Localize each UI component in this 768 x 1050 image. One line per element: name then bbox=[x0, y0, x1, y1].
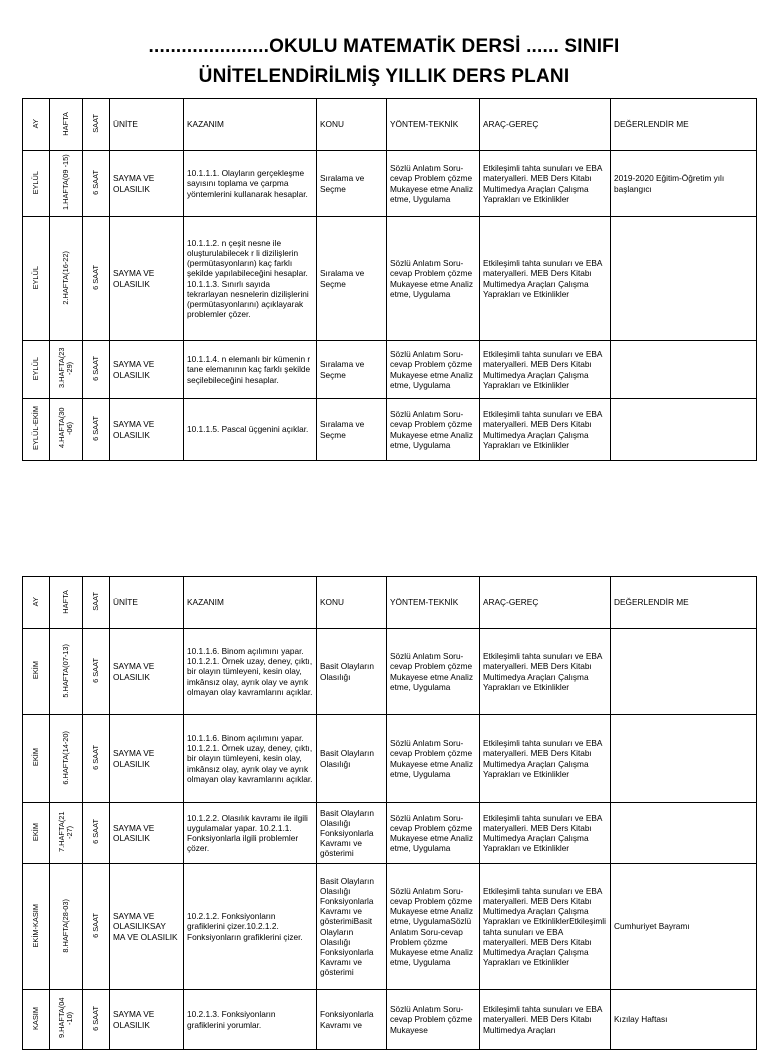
header-konu: KONU bbox=[317, 577, 387, 629]
cell-arac: Etkileşimli tahta sunuları ve EBA materyalleri. MEB Ders Kitabı Multimedya Araçları Çalışma Yaprakları ve EtkinliklerEtkileşimli tahta sunuları ve EBA materyalleri. MEB Ders Kitabı Multimedya Araçları Çalışma Yaprakları ve Etkinlikler bbox=[480, 864, 611, 990]
cell-hafta: 8.HAFTA(28-03) bbox=[50, 864, 83, 990]
cell-yontem: Sözlü Anlatım Soru-cevap Problem çözme Mukayese etme Analiz etme, Uygulama bbox=[387, 715, 480, 803]
header-saat: SAAT bbox=[83, 577, 110, 629]
header-hafta: HAFTA bbox=[50, 99, 83, 151]
plan-table-1 bbox=[22, 98, 757, 461]
cell-ay: EKİM-KASIM bbox=[23, 864, 50, 990]
cell-konu: Sıralama ve Seçme bbox=[317, 217, 387, 341]
header-ay: AY bbox=[23, 99, 50, 151]
cell-arac: Etkileşimli tahta sunuları ve EBA materyalleri. MEB Ders Kitabı Multimedya Araçları bbox=[480, 990, 611, 1050]
cell-kazanim: 10.2.1.3. Fonksiyonların grafiklerini yorumlar. bbox=[184, 990, 317, 1050]
cell-kazanim: 10.1.1.2. n çeşit nesne ile oluşturulabilecek r li dizilişlerin (permütasyonların) kaç farklı şekilde yapılabileceğini hesaplar. 10.1.1.3. Sınırlı sayıda tekrarlayan nesnelerin dizilişlerini (permütasyonlarını) açıklayarak problemler çözer. bbox=[184, 217, 317, 341]
table-row bbox=[23, 341, 757, 399]
cell-unite: SAYMA VE OLASILIK bbox=[110, 715, 184, 803]
cell-hafta: 6.HAFTA(14-20) bbox=[50, 715, 83, 803]
cell-arac: Etkileşimli tahta sunuları ve EBA materyalleri. MEB Ders Kitabı Multimedya Araçları Çalışma Yaprakları ve Etkinlikler bbox=[480, 715, 611, 803]
cell-ay: EYLÜL bbox=[23, 151, 50, 217]
header-saat: SAAT bbox=[83, 99, 110, 151]
header-ay: AY bbox=[23, 577, 50, 629]
cell-saat: 6 SAAT bbox=[83, 990, 110, 1050]
header-arac: ARAÇ-GEREÇ bbox=[480, 99, 611, 151]
cell-degerlendirme: 2019-2020 Eğitim-Öğretim yılı başlangıcı bbox=[611, 151, 757, 217]
cell-konu: Basit Olayların Olasılığı bbox=[317, 629, 387, 715]
cell-ay: EKİM bbox=[23, 803, 50, 864]
cell-kazanim: 10.2.1.2. Fonksiyonların grafiklerini çizer.10.2.1.2. Fonksiyonların grafiklerini çizer. bbox=[184, 864, 317, 990]
cell-unite: SAYMA VE OLASILIK bbox=[110, 151, 184, 217]
cell-ay: EYLÜL bbox=[23, 217, 50, 341]
cell-konu: Fonksiyonlarla Kavramı ve bbox=[317, 990, 387, 1050]
cell-unite: SAYMA VE OLASILIKSAY MA VE OLASILIK bbox=[110, 864, 184, 990]
header-yontem: YÖNTEM-TEKNİK bbox=[387, 99, 480, 151]
cell-kazanim: 10.1.1.5. Pascal üçgenini açıklar. bbox=[184, 399, 317, 461]
header-hafta: HAFTA bbox=[50, 577, 83, 629]
table-row bbox=[23, 715, 757, 803]
cell-saat: 6 SAAT bbox=[83, 715, 110, 803]
cell-hafta: 4.HAFTA(30 -06) bbox=[50, 399, 83, 461]
cell-degerlendirme: Kızılay Haftası bbox=[611, 990, 757, 1050]
cell-arac: Etkileşimli tahta sunuları ve EBA materyalleri. MEB Ders Kitabı Multimedya Araçları Çalışma Yaprakları ve Etkinlikler bbox=[480, 629, 611, 715]
cell-saat: 6 SAAT bbox=[83, 151, 110, 217]
cell-ay: EYLÜL bbox=[23, 341, 50, 399]
cell-unite: SAYMA VE OLASILIK bbox=[110, 217, 184, 341]
table-row bbox=[23, 217, 757, 341]
cell-unite: SAYMA VE OLASILIK bbox=[110, 803, 184, 864]
cell-ay: KASIM bbox=[23, 990, 50, 1050]
cell-yontem: Sözlü Anlatım Soru-cevap Problem çözme Mukayese etme Analiz etme, Uygulama bbox=[387, 341, 480, 399]
cell-degerlendirme bbox=[611, 341, 757, 399]
cell-yontem: Sözlü Anlatım Soru-cevap Problem çözme Mukayese etme Analiz etme, Uygulama bbox=[387, 399, 480, 461]
cell-yontem: Sözlü Anlatım Soru-cevap Problem çözme Mukayese etme Analiz etme, Uygulama bbox=[387, 217, 480, 341]
cell-hafta: 9.HAFTA(04 -10) bbox=[50, 990, 83, 1050]
cell-saat: 6 SAAT bbox=[83, 864, 110, 990]
table-row bbox=[23, 990, 757, 1050]
cell-kazanim: 10.1.1.4. n elemanlı bir kümenin r tane elemanının kaç farklı şekilde seçilebileceğini hesaplar. bbox=[184, 341, 317, 399]
table-row bbox=[23, 864, 757, 990]
cell-ay: EKİM bbox=[23, 629, 50, 715]
header-degerlendirme: DEĞERLENDİR ME bbox=[611, 577, 757, 629]
cell-degerlendirme: Cumhuriyet Bayramı bbox=[611, 864, 757, 990]
header-kazanim: KAZANIM bbox=[184, 577, 317, 629]
cell-hafta: 7.HAFTA(21 -27) bbox=[50, 803, 83, 864]
cell-hafta: 2.HAFTA(16-22) bbox=[50, 217, 83, 341]
cell-kazanim: 10.1.2.2. Olasılık kavramı ile ilgili uygulamalar yapar. 10.2.1.1. Fonksiyonlarla ilgili problemler çözer. bbox=[184, 803, 317, 864]
cell-kazanim: 10.1.1.1. Olayların gerçekleşme sayısını toplama ve çarpma yöntemlerini kullanarak hesaplar. bbox=[184, 151, 317, 217]
cell-unite: SAYMA VE OLASILIK bbox=[110, 399, 184, 461]
cell-unite: SAYMA VE OLASILIK bbox=[110, 629, 184, 715]
header-row bbox=[23, 99, 757, 151]
cell-yontem: Sözlü Anlatım Soru-cevap Problem çözme Mukayese etme Analiz etme, Uygulama bbox=[387, 629, 480, 715]
plan-table-2 bbox=[22, 576, 757, 1050]
cell-kazanim: 10.1.1.6. Binom açılımını yapar. 10.1.2.1. Örnek uzay, deney, çıktı, bir olayın tümleyeni, kesin olay, imkânsız olay, ayrık olay ve ayrık olmayan olay kavramlarını açıklar. bbox=[184, 715, 317, 803]
cell-konu: Sıralama ve Seçme bbox=[317, 399, 387, 461]
header-arac: ARAÇ-GEREÇ bbox=[480, 577, 611, 629]
header-unite: ÜNİTE bbox=[110, 577, 184, 629]
cell-konu: Basit Olayların Olasılığı Fonksiyonlarla Kavramı ve gösterimiBasit Olayların Olasılığı Fonksiyonlarla Kavramı ve gösterimi bbox=[317, 864, 387, 990]
cell-ay: EYLÜL-EKİM bbox=[23, 399, 50, 461]
cell-kazanim: 10.1.1.6. Binom açılımını yapar. 10.1.2.1. Örnek uzay, deney, çıktı, bir olayın tümleyeni, kesin olay, imkânsız olay, ayrık olay ve ayrık olmayan olay kavramlarını açıklar. bbox=[184, 629, 317, 715]
cell-hafta: 3.HAFTA(23 -29) bbox=[50, 341, 83, 399]
cell-yontem: Sözlü Anlatım Soru-cevap Problem çözme Mukayese etme Analiz etme, Uygulama bbox=[387, 151, 480, 217]
document-title-line1: ......................OKULU MATEMATİK DERSİ ...... SINIFI bbox=[148, 36, 620, 57]
document-title-line2: ÜNİTELENDİRİLMİŞ YILLIK DERS PLANI bbox=[198, 66, 570, 87]
cell-arac: Etkileşimli tahta sunuları ve EBA materyalleri. MEB Ders Kitabı Multimedya Araçları Çalışma Yaprakları ve Etkinlikler bbox=[480, 399, 611, 461]
cell-konu: Basit Olayların Olasılığı Fonksiyonlarla Kavramı ve gösterimi bbox=[317, 803, 387, 864]
cell-hafta: 1.HAFTA(09 -15) bbox=[50, 151, 83, 217]
cell-arac: Etkileşimli tahta sunuları ve EBA materyalleri. MEB Ders Kitabı Multimedya Araçları Çalışma Yaprakları ve Etkinlikler bbox=[480, 803, 611, 864]
cell-degerlendirme bbox=[611, 217, 757, 341]
cell-saat: 6 SAAT bbox=[83, 217, 110, 341]
cell-yontem: Sözlü Anlatım Soru-cevap Problem çözme Mukayese etme Analiz etme, UygulamaSözlü Anlatım Soru-cevap Problem çözme Mukayese etme Analiz etme, Uygulama bbox=[387, 864, 480, 990]
cell-yontem: Sözlü Anlatım Soru-cevap Problem çözme Mukayese bbox=[387, 990, 480, 1050]
cell-degerlendirme bbox=[611, 803, 757, 864]
header-yontem: YÖNTEM-TEKNİK bbox=[387, 577, 480, 629]
cell-konu: Sıralama ve Seçme bbox=[317, 341, 387, 399]
table-row bbox=[23, 803, 757, 864]
table-row bbox=[23, 629, 757, 715]
cell-konu: Basit Olayların Olasılığı bbox=[317, 715, 387, 803]
cell-arac: Etkileşimli tahta sunuları ve EBA materyalleri. MEB Ders Kitabı Multimedya Araçları Çalışma Yaprakları ve Etkinlikler bbox=[480, 217, 611, 341]
header-row bbox=[23, 577, 757, 629]
table-row bbox=[23, 399, 757, 461]
header-konu: KONU bbox=[317, 99, 387, 151]
cell-konu: Sıralama ve Seçme bbox=[317, 151, 387, 217]
cell-arac: Etkileşimli tahta sunuları ve EBA materyalleri. MEB Ders Kitabı Multimedya Araçları Çalışma Yaprakları ve Etkinlikler bbox=[480, 341, 611, 399]
cell-unite: SAYMA VE OLASILIK bbox=[110, 341, 184, 399]
cell-degerlendirme bbox=[611, 715, 757, 803]
cell-hafta: 5.HAFTA(07-13) bbox=[50, 629, 83, 715]
cell-ay: EKİM bbox=[23, 715, 50, 803]
header-kazanim: KAZANIM bbox=[184, 99, 317, 151]
header-degerlendirme: DEĞERLENDİR ME bbox=[611, 99, 757, 151]
cell-arac: Etkileşimli tahta sunuları ve EBA materyalleri. MEB Ders Kitabı Multimedya Araçları Çalışma Yaprakları ve Etkinlikler bbox=[480, 151, 611, 217]
cell-degerlendirme bbox=[611, 399, 757, 461]
cell-degerlendirme bbox=[611, 629, 757, 715]
cell-saat: 6 SAAT bbox=[83, 629, 110, 715]
cell-saat: 6 SAAT bbox=[83, 803, 110, 864]
table-row bbox=[23, 151, 757, 217]
cell-unite: SAYMA VE OLASILIK bbox=[110, 990, 184, 1050]
cell-yontem: Sözlü Anlatım Soru-cevap Problem çözme Mukayese etme Analiz etme, Uygulama bbox=[387, 803, 480, 864]
cell-saat: 6 SAAT bbox=[83, 341, 110, 399]
cell-saat: 6 SAAT bbox=[83, 399, 110, 461]
header-unite: ÜNİTE bbox=[110, 99, 184, 151]
